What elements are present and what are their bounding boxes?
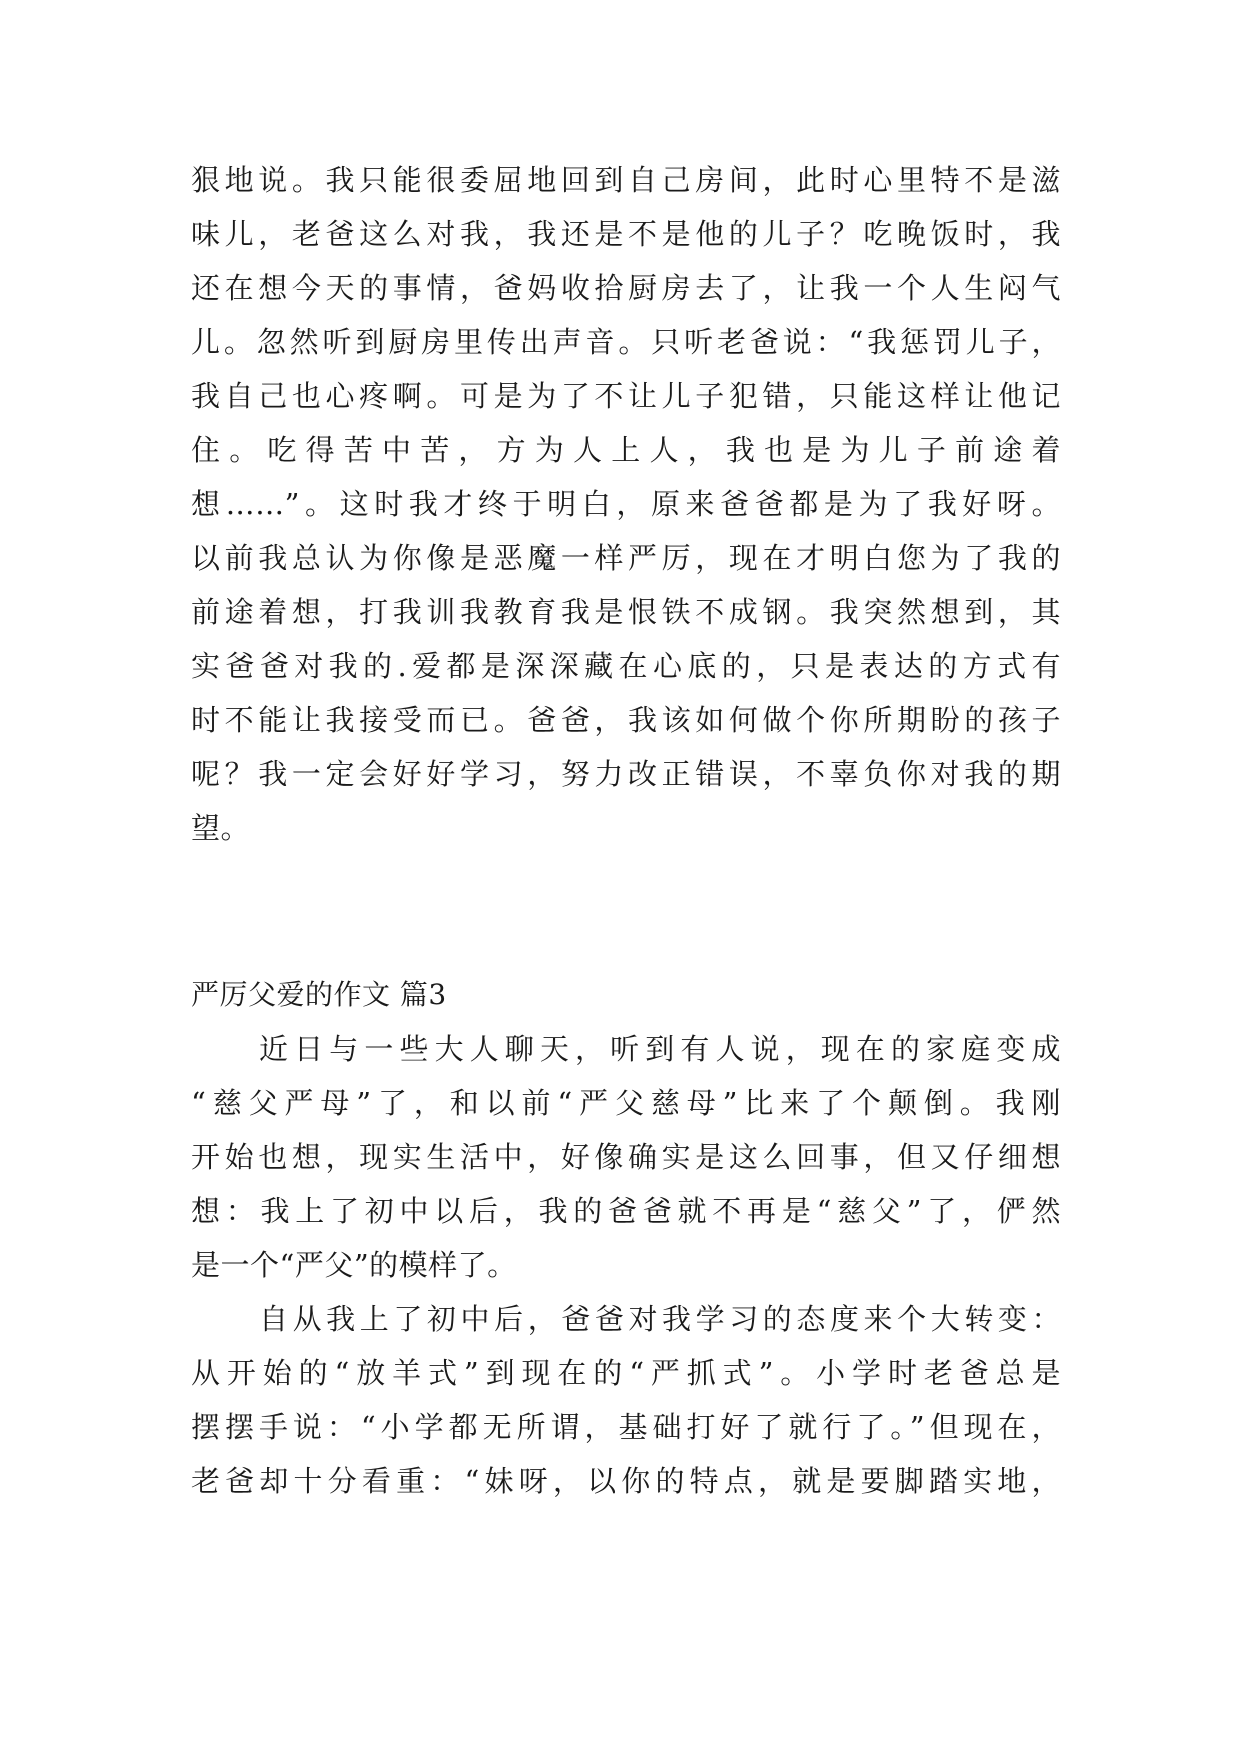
text-line: 是一个“严父”的模样了。 [191, 1248, 517, 1282]
text-line: “慈父严母”了，和以前“严父慈母”比来了个颠倒。我刚 [191, 1086, 1061, 1120]
paragraph [191, 1022, 1061, 1292]
text-line: 从开始的“放羊式”到现在的“严抓式”。小学时老爸总是 [191, 1356, 1061, 1390]
text-line: 住。吃得苦中苦，方为人上人，我也是为儿子前途着 [191, 433, 1061, 467]
text-line: 我自己也心疼啊。可是为了不让儿子犯错，只能这样让他记 [191, 379, 1061, 413]
text-line: 想：我上了初中以后，我的爸爸就不再是“慈父”了，俨然 [191, 1194, 1061, 1228]
paragraph [191, 1292, 1061, 1508]
text-line: 儿。忽然听到厨房里传出声音。只听老爸说：“我惩罚儿子， [191, 325, 1061, 359]
essay-continuation [191, 153, 1061, 855]
text-line: 狠地说。我只能很委屈地回到自己房间，此时心里特不是滋 [191, 163, 1061, 197]
text-line: 味儿，老爸这么对我，我还是不是他的儿子？吃晚饭时，我 [191, 217, 1061, 251]
text-line: 时不能让我接受而已。爸爸，我该如何做个你所期盼的孩子 [191, 703, 1061, 737]
text-line: 前途着想，打我训我教育我是恨铁不成钢。我突然想到，其 [191, 595, 1061, 629]
text-line: 摆摆手说：“小学都无所谓，基础打好了就行了。”但现在， [191, 1410, 1061, 1444]
text-line: 还在想今天的事情，爸妈收拾厨房去了，让我一个人生闷气 [191, 271, 1061, 305]
text-line: 呢？我一定会好好学习，努力改正错误，不辜负你对我的期 [191, 757, 1061, 791]
text-line: 以前我总认为你像是恶魔一样严厉，现在才明白您为了我的 [191, 541, 1061, 575]
text-line: 实爸爸对我的.爱都是深深藏在心底的，只是表达的方式有 [191, 649, 1061, 683]
text-line: 想……”。这时我才终于明白，原来爸爸都是为了我好呀。 [191, 487, 1061, 521]
text-line: 近日与一些大人聊天，听到有人说，现在的家庭变成 [259, 1032, 1061, 1066]
section-heading: 严厉父爱的作文 篇3 [191, 978, 447, 1011]
text-line: 自从我上了初中后，爸爸对我学习的态度来个大转变： [259, 1302, 1061, 1336]
text-line: 望。 [191, 811, 251, 845]
essay-section [191, 968, 1061, 1508]
text-line: 老爸却十分看重：“妹呀，以你的特点，就是要脚踏实地， [191, 1464, 1061, 1498]
text-line: 开始也想，现实生活中，好像确实是这么回事，但又仔细想 [191, 1140, 1061, 1174]
